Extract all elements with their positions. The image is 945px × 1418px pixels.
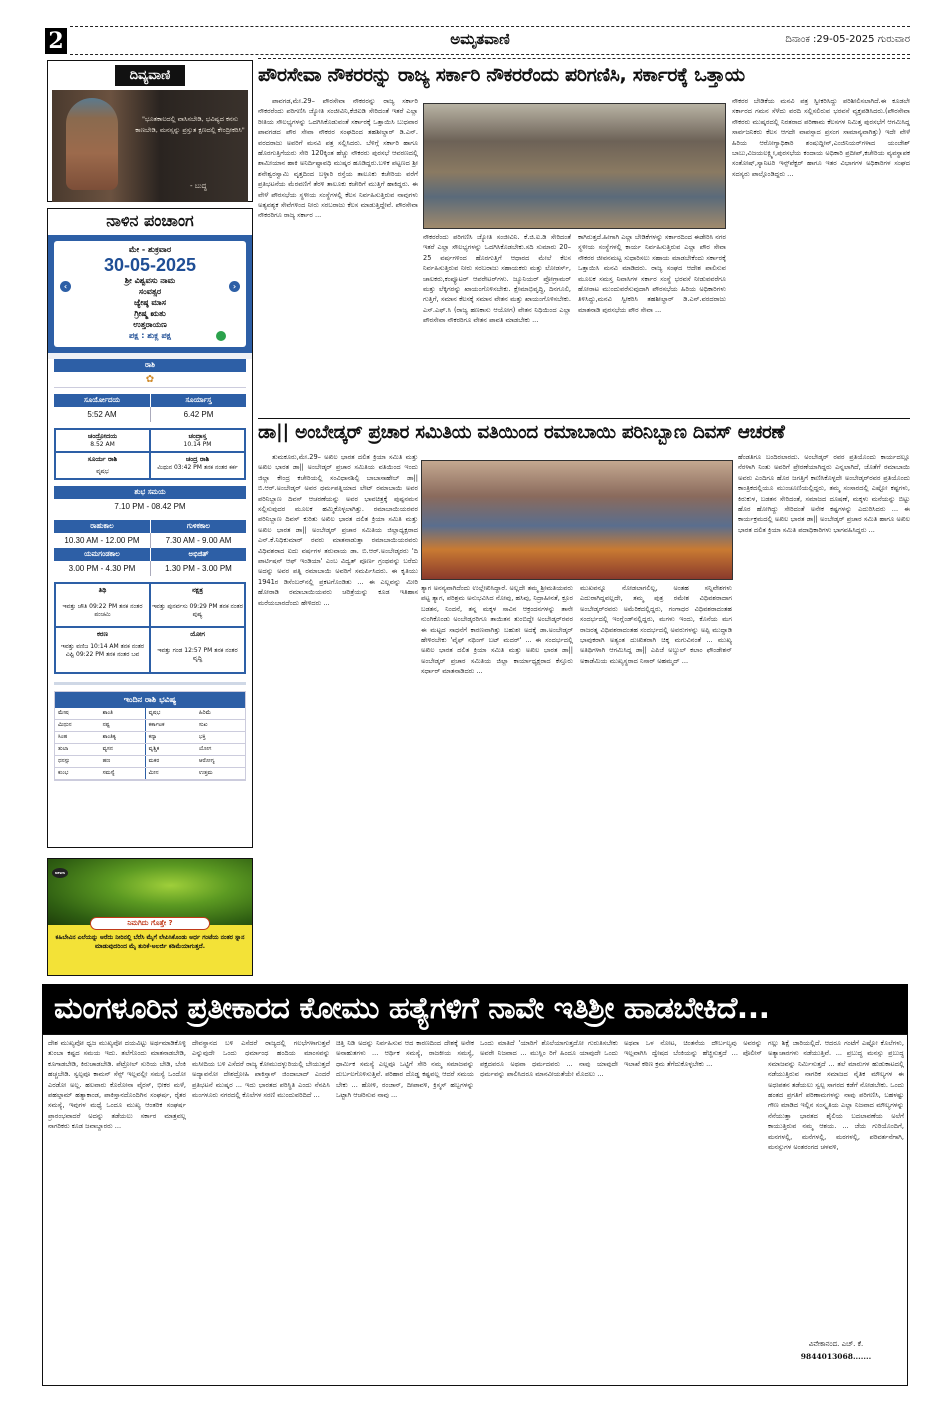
article2-photo [421, 460, 733, 580]
article2-col4 [738, 452, 910, 972]
prev-day-button[interactable]: ‹ [60, 281, 71, 292]
article3-text-2: ದೇವಸ್ಥಾನದ ಬಳಿ ಎಸೆದರೆ ರಾಜ್ಯದಲ್ಲಿ ಗಲಭೆಗಳಾಗುತ್ತವೆ ಎನ್ನುವುದೇ ಒಂದು ಧರ್ಮಾಂಧ ಹಂದಿಯ ಮಾಂಸವನ್ನು ಮಸೀದಿಯ ಬಳಿ ಎಸೆದರೆ ರಾಜ್ಯ ಕೋಮುದಳ್ಳುರಿಯಲ್ಲಿ ಬೇಯುತ್ತದೆ ಅದ್ಯಾವನೋ ದೇಶದ್ರೋಹಿ ಪಾಕಿಸ್ತಾನ್ ಜಿಂದಾಬಾದ್ ಎಂದರೆ ಪ್ರತಿಭಟನೆ ಮುಷ್ಕರ ... ಇದು ಭಾರತದ ಪರಿಸ್ಥಿತಿ ಎಂದು ನೆನಪಿಸಿ ಮಂಗಳೂರು ನಗರದಲ್ಲಿ ಕೊಲೆಗಳ ಸರಣಿ ಮುಂದುವರಿದಿದೆ ... [192, 1039, 330, 1100]
next-day-button[interactable]: › [229, 281, 240, 292]
rashi-prediction: ವ್ಯಸನ [100, 744, 146, 756]
article3-col6 [768, 1038, 904, 1338]
shubha-label: ಶುಭ ಸಮಯ [54, 486, 246, 499]
article3-col4 [480, 1038, 618, 1383]
article2-text-3: ಮುಖವನ್ನೂ ನೋಡಲಾಗಲಿಲ್ಲ, ಅಂತಹ ಸನ್ನಿವೇಶಗಳು ಎದುರಾಗಿದ್ದವಲ್ಲದೇ, ತಮ್ಮ ಪುತ್ರ ರಮೇಶ ವಿಧಿವಶರಾದಾಗ ಅಂಬೇಡ್ಕರ್‌ರವರು ಅಮೆರಿಕದಲ್ಲಿದ್ದರು, ಗಂಗಾಧರ ವಿಧಿವಶರಾದಂತಹ ಸಂದರ್ಭದಲ್ಲಿ ಇಂಗ್ಲೆಂಡ್‌ನಲ್ಲಿದ್ದರು, ಮಗಳು ಇಂದು, ಕೊನೆಯ ಮಗ ರಾಜರತ್ನ ವಿಧಿವಶರಾದಂತಹ ಸಂದರ್ಭದಲ್ಲಿ ಅವರುಗಳನ್ನು ಅಪ್ಪಿ ಮುದ್ದಾಡಿ ಭಾವುಕರಾಗಿ ಅತ್ಯಂತ ದುಃಖಿತರಾಗಿ ಚಿಕ್ಕ ಮಗುವಿನಂತೆ ... ಮುಖ್ಯ ಅತಿಥಿಗಳಾಗಿ ಆಗಮಿಸಿದ್ದ ಡಾ|| ಎಪಿಜೆ ಅಬ್ದುಲ್ ಕಲಾಂ ಫೌಂಡೇಶನ್ ಅಕಾಡೆಮಿಯ ಮುಖ್ಯಸ್ಥರಾದ ನಿಸಾರ್ ಅಹಮ್ಮದ್ ... [580, 584, 732, 665]
abhijit-label: ಅಭಿಜಿತ್ [150, 548, 246, 561]
rashi-name: ಕರ್ಕಾಟಕ [145, 720, 196, 732]
panchanga-date: 30-05-2025 [103, 255, 197, 275]
panchanga-date-card [54, 241, 246, 347]
article1-photo [423, 103, 726, 229]
rashi-name: ಕುಂಭ [55, 768, 100, 780]
page-number: 2 [45, 28, 67, 54]
paksha: ಪಕ್ಷ : ಶುಕ್ಲ ಪಕ್ಷ [129, 331, 171, 340]
divyavani-box [47, 60, 253, 202]
article3-text-4: ಒಂದು ಮಾತಿದೆ 'ಯಾರಿಗೆ ಶೊಲೆಯಾಗುತ್ತದೋ ಗುರುತಿಸಬೇಕು ಅವರೇ ನಿಜವಾದ ... ಮುಸ್ಲಿಂ ರಿಗೆ ಹಿಂದೂ ಯಾವುದೇ ಒಂದು ಪಕ್ಷದವರೂ ಅಥವಾ ಧರ್ಮದವರು ... ನಾವು ಯಾವುದೇ ಧರ್ಮವನ್ನು ಪಾಲಿಸಿದರೂ ಮಾನವೀಯತೆಯೇ ಮೊದಲು ... [480, 1039, 618, 1079]
moonrise-time: 8.52 AM [90, 441, 115, 448]
divider [54, 682, 246, 685]
tithi: ಇವತ್ತು ಚೌತಿ 09:22 PM ತನಕ ನಂತರ ಪಂಚಮಿ [62, 603, 143, 618]
article3-text-5: ಅಥವಾ ಒಳ ನೋಟ, ಚಿಂತನೆಯ ದೌರ್ಬಲ್ಯವು ಅವರನ್ನು ಇಲ್ಲವಾಗಿಸಿ ದ್ವೇಷದ ಬೆಂಕಿಯನ್ನು ಹೆಚ್ಚಿಸುತ್ತದೆ ... ಪೊಲೀಸ್ ಇಲಾಖೆ ಕಠಿಣ ಕ್ರಮ ತೆಗೆದುಕೊಳ್ಳಬೇಕು ... [624, 1039, 762, 1068]
masa: ಜ್ಯೇಷ್ಠ ಮಾಸ [133, 298, 166, 307]
rashi-name: ಧನಸ್ಸು [55, 756, 100, 768]
header-rule-top [70, 26, 910, 27]
divyavani-title: ದಿವ್ಯವಾಣಿ [115, 65, 185, 86]
rashi-name: ಸಿಂಹ [55, 732, 100, 744]
month-weekday: ಮೇ - ಶುಕ್ರವಾರ [128, 245, 172, 254]
moonset-time: 10.14 PM [183, 441, 212, 448]
article1-col1 [258, 96, 418, 414]
rashi-row [55, 744, 245, 756]
ganesha-icon: ✿ [54, 372, 246, 388]
sunset-time: 6.42 PM [150, 407, 246, 422]
rashi-prediction: ಸುಖ [196, 720, 245, 732]
rashi-row [55, 732, 245, 744]
gulika-time: 7.30 AM - 9.00 AM [150, 533, 246, 548]
article3-col3 [336, 1038, 474, 1383]
rashi-bhavishya [54, 691, 246, 781]
rashi-name: ವೃಷಭ [145, 708, 196, 720]
shubha-time: 7.10 PM - 08.42 PM [114, 502, 186, 511]
rashi-name: ಕನ್ಯಾ [145, 732, 196, 744]
rashi-name: ಮಕರ [145, 756, 196, 768]
article1-text-4: ನೌಕರರ ಬೇಡಿಕೆಯ ಮನವಿ ಪತ್ರ ಸ್ವೀಕರಿಸಿದ್ದು ಪರಿಶೀಲಿಸಲಾಗಿದೆ.ಈ ಕೂಡಲೇ ಸರ್ಕಾರದ ಗಮನ ಸೆಳೆದು ವರದಿ ಸಲ್ಲಿಸಲಿರುವ ಭರವಸೆ ವ್ಯಕ್ತಪಡಿಸಿದರು.(ಪೌರಸೇವಾ ನೌಕರರು ಮುಷ್ಕರದಲ್ಲಿ ನಿರತರಾದ ಪರಿಣಾಮ ಕೆಲಸಗಳ ನಿಮಿತ್ತ ಪುರಸಭೆಗೆ ಆಗಮಿಸಿದ್ದ ಸಾರ್ವಜನಿಕರು ಕೆಲಸ ಆಗದೇ ವಾಪಸ್ಸಾದ ಪ್ರಸಂಗ ಸಾಮಾನ್ಯವಾಗಿತ್ತು) ಇದೇ ವೇಳೆ ಹಿರಿಯ ಆರೋಗ್ಯಾಧಿಕಾರಿ ಶಂಷುದ್ದೀನ್,ಎಂಜಿನಿಯರ್‌ಗಳಾದ ಯಂಜೇಶ್ ಬಾಬು,ವಿಜಯಲಕ್ಷ್ಮೀ,ಪುರಸಭೆಯ ಕಂದಾಯ ಅಧಿಕಾರಿ ಪ್ರದೀಪ್,ಕಚೇರಿಯ ವ್ಯವಸ್ಥಾಪಕ ಸಂತೋಷ್,ಸ್ಯಾನಿಟರಿ ಇನ್ಸ್‌ಪೆಕ್ಟರ್ ಹಾಗೂ ಇತರ ವಿಭಾಗಗಳ ಅಧಿಕಾರಿಗಳ ಸಂಘದ ಸದಸ್ಯರು ಪಾಲ್ಗೊಂಡಿದ್ದರು ... [732, 97, 910, 178]
rashi-prediction: ಯೋಗ [196, 744, 245, 756]
article3-col5 [624, 1038, 762, 1383]
author-signature: ವಿವೇಕಾನಂದ. ಎಚ್. ಕೆ. [808, 1340, 864, 1348]
ayana: ಉತ್ತರಾಯಣ [133, 320, 167, 329]
rashi-bhavishya-table [55, 708, 245, 780]
health-tip-ad [47, 858, 253, 976]
rashi-row [55, 720, 245, 732]
yoga: ಇವತ್ತು ಗಂಡ 12:57 PM ತನಕ ನಂತರ ವೃದ್ಧಿ [157, 647, 238, 662]
rashi-prediction: ಭಕ್ತಿ [196, 732, 245, 744]
article2-col1 [258, 452, 418, 972]
divyavani-quote: "ಭೂತಕಾಲದಲ್ಲಿ ವಾಸಿಸಬೇಡಿ, ಭವಿಷ್ಯದ ಕನಸು ಕಾಣಬೇಡಿ, ಮನಸ್ಸನ್ನು ಪ್ರಸ್ತುತ ಕ್ಷಣದಲ್ಲಿ ಕೇಂದ್ರೀಕರಿಸಿ" [135, 115, 245, 134]
ritu: ಗ್ರೀಷ್ಮ ಋತು [134, 309, 166, 318]
neem-leaves-image [48, 859, 252, 925]
buddha-image [52, 90, 248, 202]
rashi-name: ಮೇಷ [55, 708, 100, 720]
yoga-label: ಯೋಗ [190, 630, 205, 638]
article1-rule [258, 58, 910, 59]
article1-col3 [578, 232, 726, 414]
panchanga-title: ನಾಳಿನ ಪಂಚಾಂಗ [106, 211, 194, 230]
chandra-rashi-label: ಚಂದ್ರ ರಾಶಿ [185, 455, 210, 463]
rashi-row [55, 708, 245, 720]
rashi-prediction: ಶಾಂತಿಕ್ಯ [100, 732, 146, 744]
moon-table [54, 428, 246, 480]
yamaganda-time: 3.00 PM - 4.30 PM [68, 564, 136, 573]
article3-text-6: ಗಲ್ಲು ಶಿಕ್ಷೆ ಜಾರಿಯಲ್ಲಿದೆ. ಆದರೂ ಗಂಟೆಗೆ ಎಷ್ಟೋ ಕೊಲೆಗಳು, ಅತ್ಯಾಚಾರಗಳು ನಡೆಯುತ್ತಿವೆ. ... ಪ್ರಬುದ್ಧ ಮನಸ್ಸು ಪ್ರಬುದ್ಧ ಸಮಾಜವನ್ನು ನಿರ್ಮಿಸುತ್ತದೆ ... ತಲೆ ಮಾರುಗಳ ಹುಡುಕಾಟದಲ್ಲಿ ನಡೆಯುತ್ತಿರುವ ನಾಗರಿಕ ಸಮಾಜದ ನೈತಿಕ ಮೌಲ್ಯಗಳ ಈ ಅಧಃಪತನ ತಡೆಯಲು ಸ್ವಲ್ಪ ಸಾಗರದ ಕಡೆಗೆ ನೋಡಬೇಕು. ಒಂದು ಹಂತದ ಪ್ರಗತಿಗೆ ಪರಿಣಾಮಗಳನ್ನು ನಾವು ಪರಿಗಣಿಸಿ, ಬಹಳಷ್ಟು ಗೌಣ ಮಾಡಿದ ಇಲ್ಲಿನ ಸಂಸ್ಕೃತಿಯ ಎಲ್ಲಾ ನಿಜವಾದ ಮೌಲ್ಯಗಳನ್ನು ನೆನೆಯುತ್ತಾ ಭಾರತದ ಶೈಲಿಯ ಬದಲಾವಣೆಯ ಅಲೆಗೆ ಕಾಯುತ್ತಿರುವ ನಮ್ಮ ಆಶಯ. ... ಜೆಯ ಗುರಿಯೊಂದಿಗೆ, ಮನಗಳಲ್ಲಿ, ಮನೆಗಳಲ್ಲಿ, ಮಠಗಳಲ್ಲಿ, ಪರಿವರ್ತನೆಗಾಗಿ, ಮನಸ್ಸುಗಳ ಅಂತರಂಗದ ಚಳವಳಿ, [768, 1039, 904, 1152]
rashi-prediction: ಉತ್ತಮ [196, 768, 245, 780]
rashi-row [55, 756, 245, 768]
panchanga-date-panel [48, 235, 252, 353]
news-badge: NEWS [52, 868, 68, 878]
rashi-prediction: ಆರೋಗ್ಯ [196, 756, 245, 768]
yamaganda-label: ಯಮಗಂಡಕಾಲ [54, 548, 150, 561]
article2-text-4: ಹೆಂಡತಿಗೂ ಬಂದಿರಲಾರದು. ಅಂಬೇಡ್ಕರ್ ರವರ ಪ್ರತಿಯೊಂದು ಕಾರ್ಯದಲ್ಲೂ ನೆರಳಾಗಿ ನಿಂತು ಅವರಿಗೆ ಪ್ರೇರಣೆಯಾಗಿದ್ದರು ಎನ್ನಲಾಗಿದೆ, ಜೊತೆಗೆ ರಮಾಬಾಯಿ ಅವರು ಎಂದಿಗೂ ಹೊರ ಜಗತ್ತಿಗೆ ಕಾಣಿಸಿಕೊಳ್ಳದೇ ಅಂಬೇಡ್ಕರ್‌ರವರ ಪ್ರತಿಯೊಂದು ಕಾಂತ್ರಿಕದಲ್ಲಿಯೂ ಮುಂಚೂಣಿಯಲ್ಲಿದ್ದರು, ತಮ್ಮ ಸಂಸಾರದಲ್ಲಿ ಎಷ್ಟೋ ಕಷ್ಟಗಳು, ಕಿರುಕುಳ, ಬಡತನ ಸೇರಿದಂತೆ, ಸಮಾಜದ ದೂಷಣೆ, ಮಕ್ಕಳು ಮನೆಯನ್ನು ಬಿಟ್ಟು ಹೊರ ಹೋಗಿದ್ದು ಸೇರಿದಂತೆ ಅನೇಕ ಕಷ್ಟಗಳನ್ನು ಎದುರಿಸಿದರು ... ಈ ಕಾರ್ಯಕ್ರಮದಲ್ಲಿ ಅಖಿಲ ಭಾರತ ಡಾ|| ಅಂಬೇಡ್ಕರ್ ಪ್ರಚಾರ ಸಮಿತಿ ಹಾಗೂ ಅಖಿಲ ಭಾರತ ದಲಿತ ಕ್ರಿಯಾ ಸಮಿತಿ ಪದಾಧಿಕಾರಿಗಳು ಭಾಗವಹಿಸಿದ್ದರು ... [738, 453, 910, 534]
rashi-prediction: ಹಣ [100, 756, 146, 768]
article1-col2 [423, 232, 571, 414]
issue-date: ದಿನಾಂಕ :29-05-2025 ಗುರುವಾರ [785, 34, 910, 45]
article3-col1 [48, 1038, 186, 1383]
article2-text-2: ತ್ಯಾಗ ಅನನ್ಯವಾಗಿದೆಂದು ಉಲ್ಲೇಖಿಸಿದ್ದಾರೆ. ಅಲ್ಲದೇ ತಮ್ಮ ಶ್ರೀಮತಿಯವರು ಪಟ್ಟ ತ್ಯಾಗ, ಪರಿಶ್ರಮ ಅನುಭವಿಸಿದ ನೋವು, ಹಸಿವು, ನಿದ್ರಾಹೀನತೆ, ಕ್ರೂರ ಬಡತನ, ನಿಂದನೆ, ತನ್ನ ಮಕ್ಕಳ ಸಾವಿನ ಆಕ್ರಂದನಗಳನ್ನು ತಾನೇ ನುಂಗಿಕೊಂಡು ಅಂಬೇಡ್ಕರರಿಗೂ ತಾಯಿತನ ತುಂಬಿದ್ದೇ ಅಂಬೇಡ್ಕರ್‌ರವರ ಈ ಮಟ್ಟದ ಸಾಧನೆಗೆ ಕಾರಣವಾಗಿತ್ತು ಬಹುಶಃ ಅದಕ್ಕೆ ಡಾ.ಅಂಬೇಡ್ಕರ್ ಹೇಳಿರಬೇಕು 'ವೈಫ್ ನಥಿಂಗ್ ಬಟ್ ಮದರ್' ... ಈ ಸಂದರ್ಭದಲ್ಲಿ ಅಖಿಲ ಭಾರತ ದಲಿತ ಕ್ರಿಯಾ ಸಮಿತಿ ಮತ್ತು ಅಖಿಲ ಭಾರತ ಡಾ|| ಅಂಬೇಡ್ಕರ್ ಪ್ರಚಾರ ಸಮಿತಿಯ ಜಿಲ್ಲಾ ಕಾರ್ಯಾಧ್ಯಕ್ಷರಾದ ಕೆಸ್ತೂರು ಸರ್ಧಾರ್ ಮಾತನಾಡಿದರು ... [421, 584, 573, 676]
shubha-samaya [54, 486, 246, 514]
rashi-row [55, 768, 245, 780]
samvatsara: ಶ್ರೀ ವಿಶ್ವವಸು ನಾಮ [124, 276, 176, 285]
rashi-prediction: ಸಮಸ್ಯೆ [100, 768, 146, 780]
rashi-prediction: ನಷ್ಟ [100, 720, 146, 732]
panchanga-box [47, 208, 253, 848]
sunset-label: ಸೂರ್ಯಾಸ್ತ [150, 394, 246, 407]
tithi-label: ತಿಥಿ [98, 586, 107, 594]
ad-text: ಕಹಿಬೇವಿನ ಎಲೆಯನ್ನು ಅರೆದು ನೀರಿನಲ್ಲಿ ಬೆರೆಸಿ ಮೈಗೆ ಲೇಪಿಸಿಕೊಂಡು ಅರ್ಧ ಗಂಟೆಯ ನಂತರ ಸ್ನಾನ ಮಾಡುವುದರಿಂದ ಮೈ ತುರಿಕೆ-ಅಲರ್ಜಿ ಕಡಿಮೆಯಾಗುತ್ತದೆ. [55, 934, 245, 950]
header-rule-bottom [70, 54, 910, 55]
article1-col4 [732, 96, 910, 414]
sunrise-label: ಸೂರ್ಯೋದಯ [54, 394, 150, 407]
rashi-name: ಮಿಥುನ [55, 720, 100, 732]
sunrise-time: 5:52 AM [87, 410, 117, 419]
karana: ಇವತ್ತು ವಣಿಜ 10:14 AM ತನಕ ನಂತರ ವಿಷ್ಟಿ 09:22 PM ತನಕ ನಂತರ ಬವ [60, 643, 145, 658]
newspaper-name: ಅಮೃತವಾಣಿ [450, 30, 510, 48]
samvatsara-label: ಸಂವತ್ಸರ [138, 287, 162, 296]
rashi-prediction: ಶಾಂತಿ [100, 708, 146, 720]
ad-question: ನಿಮಗಿದು ಗೊತ್ತೇ ? [90, 917, 210, 930]
karana-label: ಕರಣ [97, 630, 108, 638]
rahukala-time: 10.30 AM - 12.00 PM [64, 536, 140, 545]
author-phone: 9844013068....... [800, 1352, 872, 1361]
rahukala-label: ರಾಹುಕಾಲ [54, 520, 150, 533]
rashi-name: ತುಲಾ [55, 744, 100, 756]
article3-col2 [192, 1038, 330, 1383]
kala-table [54, 520, 246, 576]
article1-text-1: ಪಾವಗಡ,ಮೇ.29– ಪೌರಸೇವಾ ನೌಕರರನ್ನು ರಾಜ್ಯ ಸರ್ಕಾರಿ ನೌಕರರೆಂದು ಪರಿಗಣಿಸಿ ಜ್ಯೋತಿ ಸಂಜೀವಿನಿ,ಕೆಜಿಐಡಿ ಸೇರಿದಂತೆ ಇತರೆ ಎಲ್ಲಾ ರೀತಿಯ ಸೌಲಭ್ಯಗಳನ್ನು ಒದಗಿಸಿಕೊಡುವಂತೆ ಸರ್ಕಾರಕ್ಕೆ ಒತ್ತಾಯಿಸಿ ಬುಧವಾರ ಪಾವಗಡದ ಪೌರ ಸೇವಾ ನೌಕರರ ಸಂಘದಿಂದ ತಹಶೀಲ್ದಾರ್ ಡಿ.ಎನ್. ವರದರಾಜು ಅವರಿಗೆ ಮನವಿ ಪತ್ರ ಸಲ್ಲಿಸಿದರು. ಬೆಳಿಗ್ಗೆ ಸರ್ಕಾರಿ ಹಾಗೂ ಹೊರಗುತ್ತಿಗೆಯರು ಸೇರಿ 120ಕ್ಕಿಂತ ಹೆಚ್ಚು ನೌಕರರು ಪುರಸಭೆ ಆವರಣದಲ್ಲಿ ಶಾಮೀಯಾನ ಹಾಕಿ ಅನಿರ್ದಿಷ್ಟಾವಧಿ ಮುಷ್ಕರ ಹೂಡಿದ್ದರು.ಬಳಿಕ ಪಟ್ಟಣದ ಶ್ರೀ ಶನೇಶ್ವರಸ್ವಾಮಿ ವೃತ್ತದಿಂದ ಬಳ್ಳಾರಿ ರಸ್ತೆಯ ತಾಲೂಕು ಕಚೇರಿಯ ವರೆಗೆ ಪ್ರತಿಭಟನೆಯ ಮೆರವಣಿಗೆ ತೆರಳಿ ತಾಲೂಕು ಕಚೇರಿಗೆ ಮುತ್ತಿಗೆ ಹಾಕಿದ್ದರು. ಈ ವೇಳೆ ಪೌರಸಭೆಯ ಸ್ಥಳೀಯ ಸಂಸ್ಥೆಗಳಲ್ಲಿ ಕೆಲಸ ನಿರ್ವಹಿಸುತ್ತಿರುವ ನಾವುಗಳು ಅತ್ಯವಶ್ಯಕ ಸೇವೆಗಳಿಂದ ನೀರು ಸರಬರಾಜು ಕೆಲಸ ಮಾಡುತ್ತಿದ್ದೇವೆ. ಪೌರಸೇವಾ ನೌಕರರಿಗೂ ರಾಜ್ಯ ಸರ್ಕಾರ ... [258, 97, 418, 220]
article1-text-3: ಕಾಗಿರುತ್ತದೆ.ಹೀಗಾಗಿ ಎಲ್ಲಾ ಬೇಡಿಕೆಗಳನ್ನು ಸರ್ಕಾರದಿಂದ ಈಡೇರಿಸಿ ನಗರ ಸ್ಥಳೀಯ ಸಂಸ್ಥೆಗಳಲ್ಲಿ ಕಾರ್ಯ ನಿರ್ವಹಿಸುತ್ತಿರುವ ಎಲ್ಲಾ ಪೌರ ಸೇವಾ ನೌಕರರ ಜೀವನಮಟ್ಟ ಸುಧಾರಿಸಲು ಸಹಾಯ ಮಾಡಬೇಕೆಂದು ಸರ್ಕಾರಕ್ಕೆ ಒತ್ತಾಯಿಸಿ ಮನವಿ ಮಾಡಿದರು. ರಾಜ್ಯ ಸಂಘದ ಆದೇಶ ಪಾಲಿಸುವ ಮೂಲಕ ಸಮಸ್ತ ನಿವಾಸಿಗಳ ಸರ್ಕಾರ ಸಂಸ್ಥೆ ಭರವಸೆ ನೀಡುವವರೆಗೂ ಹೋರಾಟ ಮುಂದುವರೆಸುವುದಾಗಿ ಪೌರಸಭೆಯ ಹಿರಿಯ ಅಧಿಕಾರಿಗಳು ತಿಳಿಸಿದ್ದು,ಮನವಿ ಸ್ವೀಕರಿಸಿ ತಹಶೀಲ್ದಾರ್ ಡಿ.ಎನ್.ವರದರಾಜು ಮಾತನಾಡಿ ಪುರಸಭೆಯ ಪೌರ ಸೇವಾ ... [578, 233, 726, 314]
article2-col2 [421, 583, 573, 972]
nakshatra: ಇವತ್ತು ಪುನರ್ವಸು 09:29 PM ತನಕ ನಂತರ ಪುಷ್ಯ [152, 603, 243, 618]
article2-headline: ಡಾ|| ಅಂಬೇಡ್ಕರ್ ಪ್ರಚಾರ ಸಮಿತಿಯ ವತಿಯಿಂದ ರಮಾಬಾಯಿ ಪರಿನಿಬ್ಬಾಣ ದಿವಸ್ ಆಚರಣೆ [258, 422, 785, 443]
rashi-name: ಮೀನ [145, 768, 196, 780]
abhijit-time: 1.30 PM - 3.00 PM [150, 561, 246, 576]
article2-text-1: ತುಮಕೂರು,ಮೇ.29– ಅಖಿಲ ಭಾರತ ದಲಿತ ಕ್ರಿಯಾ ಸಮಿತಿ ಮತ್ತು ಅಖಿಲ ಭಾರತ ಡಾ|| ಅಂಬೇಡ್ಕರ್ ಪ್ರಚಾರ ಸಮಿತಿಯ ವತಿಯಿಂದ ಇಂದು ಜಿಲ್ಲಾ ಕೇಂದ್ರ ಕಚೇರಿಯಲ್ಲಿ ಸಂವಿಧಾನಶಿಲ್ಪಿ ಬಾಬಾಸಾಹೇಬ್ ಡಾ|| ಬಿ.ಆರ್.ಅಂಬೇಡ್ಕರ್ ಅವರ ಧರ್ಮಪತ್ನಿಯಾದ ಲೇಟ್ ರಮಾಬಾಯಿ ಅವರ ಪರಿನಿಬ್ಬಾಣ ದಿವಸ್ ಆಚರಣೆಯನ್ನು ಅವರ ಭಾವಚಿತ್ರಕ್ಕೆ ಪುಷ್ಪನಮನ ಸಲ್ಲಿಸುವುದರ ಮೂಲಕ ಹಮ್ಮಿಕೊಳ್ಳಲಾಗಿತ್ತು. ರಮಾಬಾಯಿಯರವರ ಪರಿನಿಬ್ಬಾಣ ದಿವಸ್ ಕುರಿತು ಅಖಿಲ ಭಾರತ ದಲಿತ ಕ್ರಿಯಾ ಸಮಿತಿ ಮತ್ತು ಅಖಿಲ ಭಾರತ ಡಾ|| ಅಂಬೇಡ್ಕರ್ ಪ್ರಚಾರ ಸಮಿತಿಯ ಜಿಲ್ಲಾಧ್ಯಕ್ಷರಾದ ಎನ್.ಕೆ.ನಿಧಿಕುಮಾರ್ ರವರು ಮಾತನಾಡುತ್ತಾ ರಮಾಬಾಯಿಯರವರು ವಿಧಿವಶರಾದ ಐದು ವರ್ಷಗಳ ತರುವಾಯ ಡಾ. ಬಿ.ಆರ್.ಅಂಬೇಡ್ಕರರು 'ದಿ ಪಾರ್ಟಿಷನ್ ಆಫ್ ಇಂಡಿಯಾ' ಎಂಬ ವಿದ್ವತ್ ಪೂರ್ಣ ಗ್ರಂಥವನ್ನು ಬರೆದು ಅದನ್ನು ಅವರ ಪತ್ನಿ ರಮಾಬಾಯಿ ಅವರಿಗೆ ಸಮರ್ಪಿಸಿದರು. ಈ ಕೃತಿಯು 1941ರ ಡಿಸೆಂಬರ್‌ನಲ್ಲಿ ಪ್ರಕಟಗೊಂಡಿತು ... ಈ ಎಲ್ಲವನ್ನು ಮೀರಿ ಹೋರಾಡಿ ರಮಾಬಾಯಿಯವರು ಚರಿತ್ರೆಯನ್ನು ಕೂಡ ಇತಿಹಾಸ ಮರೆಯಬಾರದೆಂದು ಹೇಳಿದರು ... [258, 453, 418, 607]
article3-text-1: ದೇಶ ಮುಖ್ಯವೋ ಧ್ವಜ ಮುಖ್ಯವೋ ದಯವಿಟ್ಟು ಅರ್ಥಮಾಡಿಕೊಳ್ಳಿ ತುಂಬಾ ಕಷ್ಟದ ಸಮಯ ಇದು. ತಲೆಗೊಂದು ಮಾತನಾಡಬೇಡಿ, ಕೂಗಾಡಬೇಡಿ, ಕಿರುಚಾಡಬೇಡಿ. ಪೆಟ್ರೋಲ್ ಸುರಿಯ ಬೇಡಿ, ಬೆಂಕಿ ಹಚ್ಚಬೇಡಿ. ಸ್ವಲ್ಪವೂ ಕಾಮನ್ ಸೆನ್ಸ್ ಇಲ್ಲವಲ್ಲೀ ಸಮಸ್ಯೆ ಒಂದೋ ಎರಡೋ ಅಲ್ಲ. ಹಲವಾರು ಕೊರೋನಾ ವೈರಸ್, ಭೀಕರ ಮಳೆ, ಪಹಲ್ಗಾಮ್ ಹತ್ಯಾಕಾಂಡ, ಪಾಕಿಸ್ತಾನದೊಂದಿಗಿನ ಸಂಘರ್ಷ, ರೈತರ ಸಮಸ್ಯೆ, ಇವುಗಳ ಮಧ್ಯೆ ಒಂದೂ ಮುಖ್ಯ ಆಂತರಿಕ ಸಂಘರ್ಷ ಪ್ರಾರಂಭವಾದರೆ ಅದನ್ನು ತಡೆಯಲು ಸರ್ಕಾರ ಮಾತ್ರವಲ್ಲ ನಾಗರಿಕರು ಕೂಡ ಜವಾಬ್ದಾರರು ... [48, 1039, 186, 1131]
tithi-table [54, 582, 246, 674]
buddha-figure-icon [66, 98, 118, 190]
chandra-rashi: ಮಿಥುನ 03:42 PM ತನಕ ನಂತರ ಕರ್ಕ [157, 464, 238, 471]
article3-text-3: ಚಿತ್ತಿ ನಿಡಿ ಅದನ್ನು ನಿರ್ವಹಿಸುವ ಆದ ಕಾರಣದಿಂದ ದೇಶಕ್ಕೆ ಅನೇಕ ಅನಾಹುತಗಳು ... ಆರ್ಥಿಕ ಸಮಸ್ಯೆ, ರಾಜಕೀಯ ಸಮಸ್ಯೆ, ಧಾರ್ಮಿಕ ಸಮಸ್ಯೆ ಎಲ್ಲವೂ ಒಟ್ಟಿಗೆ ಸೇರಿ ನಮ್ಮ ಸಮಾಜವನ್ನು ದುರ್ಬಲಗೊಳಿಸುತ್ತಿವೆ. ಪರಿಹಾರ ದೊಡ್ಡ ಕಷ್ಟವಲ್ಲ ಆದರೆ ಸಮಯ ಬೇಕು ... ಹೋಳಿ, ರಂಜಾನ್, ದೀಪಾವಳಿ, ಕ್ರಿಸ್ಮಸ್ ಹಬ್ಬಗಳನ್ನು ಒಟ್ಟಾಗಿ ಆಚರಿಸುವ ನಾವು ... [336, 1039, 474, 1100]
rashi-bhavishya-title: ಇಂದಿನ ರಾಶಿ ಭವಿಷ್ಯ [55, 692, 245, 708]
divyavani-author: - ಬುದ್ಧ [190, 182, 207, 190]
rashi-prediction: ಹಿರಿಮೆ [196, 708, 245, 720]
gulika-label: ಗುಳಿಕಕಾಲ [150, 520, 246, 533]
moonrise-label: ಚಂದ್ರೋದಯ [87, 432, 118, 440]
surya-rashi-label: ಸೂರ್ಯ ರಾಶಿ [87, 455, 118, 463]
article1-headline: ಪೌರಸೇವಾ ನೌಕರರನ್ನು ರಾಜ್ಯ ಸರ್ಕಾರಿ ನೌಕರರೆಂದು ಪರಿಗಣಿಸಿ, ಸರ್ಕಾರಕ್ಕೆ ಒತ್ತಾಯ [258, 64, 745, 86]
whatsapp-share-icon[interactable] [216, 331, 226, 341]
nakshatra-label: ನಕ್ಷತ್ರ [192, 586, 203, 594]
rashi-header: ರಾಶಿ [54, 359, 246, 372]
sun-times [54, 394, 246, 422]
article1-text-2: ನೌಕರರೆಂದು ಪರಿಗಣಿಸಿ ಜ್ಯೋತಿ ಸಂಜೀವಿನಿ. ಕೆ.ಜಿ.ಐ.ಡಿ ಸೇರಿದಂತೆ ಇತರೆ ಎಲ್ಲಾ ಸೌಲಭ್ಯಗಳನ್ನು ಒದಗಿಸಿಕೊಡಬೇಕು.ಸದಿ ಸುಮಾರು 20–25 ವರ್ಷಗಳಿಂದ ಹೊರಗುತ್ತಿಗೆ ಆಧಾರದ ಮೇಲೆ ಕೆಲಸ ನಿರ್ವಹಿಸುತ್ತಿರುವ ನೀರು ಸರಬರಾಜು ಸಹಾಯಕರು ಮತ್ತು ಲೋಡರ್ಸ್, ಚಾಲಕರು,ಕಂಪ್ಯೂಟರ್ ಆಪರೇಟರ್‌ಗಳು. ಜ್ಯೂನಿಯರ್ ಪ್ರೋಗ್ರಾಮರ್ ಮತ್ತು ಲೆಕ್ಕಿಗರನ್ನು ಖಾಯಂಗೊಳಿಸಬೇಕು. ಕ್ಷೇಮಾಭಿವೃದ್ಧಿ, ದಿನಗೂಲಿ, ಗುತ್ತಿಗೆ, ಸಮಾನ ಕೆಲಸಕ್ಕೆ ಸಮಾನ ವೇತನ ಮತ್ತು ಖಾಯಂಗೊಳಿಸಬೇಕು. ಎಸ್.ಎಫ್.ಸಿ (ರಾಜ್ಯ ಹಣಕಾಸು ಆಯೋಗ) ವೇತನ ನಿಧಿಯಿಂದ ಎಲ್ಲಾ ಪೌರಸೇವಾ ನೌಕರರಿಗೂ ವೇತನ ಪಾವತಿ ಮಾಡಬೇಕು ... [423, 233, 571, 325]
article3-headline: ಮಂಗಳೂರಿನ ಪ್ರತೀಕಾರದ ಕೋಮು ಹತ್ಯೆಗಳಿಗೆ ನಾವೇ ಇತಿಶ್ರೀ ಹಾಡಬೇಕಿದೆ... [42, 984, 908, 1034]
moonset-label: ಚಂದ್ರಾಸ್ತ [188, 432, 207, 440]
article2-col3 [580, 583, 732, 972]
rashi-name: ವೃಶ್ಚಿಕ [145, 744, 196, 756]
surya-rashi: ವೃಷಭ [96, 468, 109, 475]
article2-rule [258, 418, 910, 419]
